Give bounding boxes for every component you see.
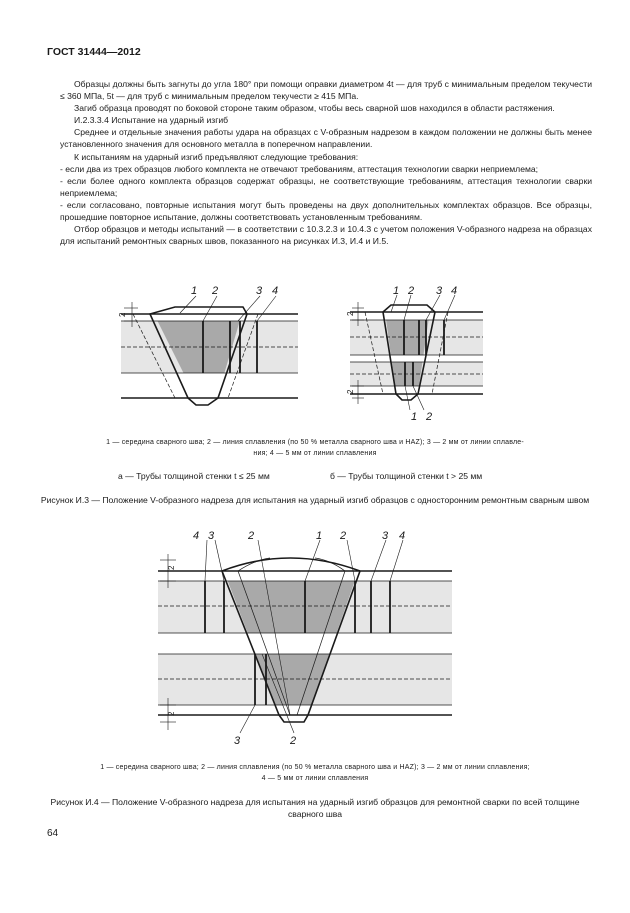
paragraph-sampling: Отбор образцов и методы испытаний — в соответствии с 10.3.2.3 и 10.4.3 с учетом положения V-образного надреза на образцах для испытаний ремонтных сварных швов, показанного на рисунках И.3, И.4 и И.5. bbox=[60, 224, 592, 247]
fig3-sub-b: б — Трубы толщиной стенки t > 25 мм bbox=[330, 471, 483, 481]
requirement-item-3: - если согласовано, повторные испытания могут быть проведены на двух дополнительных комплектах образцов. Все образцы, прошедшие повторное испытание, должны соответствовать установленным требованиям. bbox=[60, 199, 592, 223]
fig4-label-1: 1 bbox=[316, 530, 323, 542]
fig3-legend-line1: 1 — середина сварного шва; 2 — линия сплавления (по 50 % металла сварного шва и HAZ); 3 — 2 мм от линии сплавле- bbox=[106, 439, 524, 446]
fig4-label-3-left: 3 bbox=[208, 530, 215, 542]
paragraph-impact-values: Среднее и отдельные значения работы удара на образцах с V-образным надрезом в каждом положении не должны быть менее установленного значения для основного металла в поперечном направлении. bbox=[60, 127, 592, 150]
fig3b-label-1: 1 bbox=[393, 285, 400, 297]
weld-cap-4 bbox=[222, 558, 360, 571]
fig3a-label-4: 4 bbox=[272, 285, 279, 297]
fig3-legend-line2: ния; 4 — 5 мм от линии сплавления bbox=[253, 450, 377, 457]
fig3a-label-3: 3 bbox=[256, 285, 263, 297]
fig4-label-3-right: 3 bbox=[382, 530, 389, 542]
page-number: 64 bbox=[47, 828, 59, 839]
fig3b-label-2-bottom: 2 bbox=[426, 411, 433, 423]
fig4-caption: Рисунок И.4 — Положение V-образного надреза для испытания на ударный изгиб образцов для ремонтной сварки по всей толщине сварного шва bbox=[50, 797, 580, 819]
fig3b-label-4: 4 bbox=[451, 285, 458, 297]
fig4-dim-label-top: 2 bbox=[167, 565, 176, 570]
fig3-legend bbox=[40, 437, 590, 459]
fig3a-dim-label: 2 bbox=[118, 312, 127, 317]
figure-3b-drawing bbox=[350, 295, 483, 410]
requirement-item-1: - если два из трех образцов любого комплекта не отвечают требованиям, аттестация технологии сварки неприемлема; bbox=[60, 163, 539, 174]
fig4-label-2-left: 2 bbox=[248, 530, 255, 542]
fig3b-label-1-bottom: 1 bbox=[411, 411, 418, 423]
paragraph-bend-side: Загиб образца проводят по боковой стороне таким образом, чтобы весь сварной шов находился в области растяжения. bbox=[74, 103, 555, 114]
section-heading-impact: И.2.3.3.4 Испытание на ударный изгиб bbox=[74, 115, 229, 126]
requirement-item-2: - если более одного комплекта образцов содержат образцы, не соответствующие требованиям, аттестация технологии сварки неприемлема; bbox=[60, 175, 592, 198]
fig3b-dim-label-top: 2 bbox=[346, 311, 355, 316]
fig3-caption: Рисунок И.3 — Положение V-образного надреза для испытания на ударный изгиб образцов с односторонним ремонтным сварным швом bbox=[40, 495, 590, 505]
fig3-sub-a: а — Трубы толщиной стенки t ≤ 25 мм bbox=[118, 471, 270, 481]
fig4-label-3-bottom: 3 bbox=[234, 735, 241, 747]
fig4-label-4-right: 4 bbox=[399, 530, 406, 542]
document-header: ГОСТ 31444—2012 bbox=[47, 46, 141, 58]
fig4-legend bbox=[40, 762, 590, 784]
figure-4-drawing bbox=[158, 540, 452, 733]
fig4-legend-line2: 4 — 5 мм от линии сплавления bbox=[261, 775, 369, 782]
fig4-label-4-left: 4 bbox=[193, 530, 200, 542]
figure-3a-drawing bbox=[121, 296, 298, 405]
fig3a-label-2: 2 bbox=[212, 285, 219, 297]
fig3a-label-1: 1 bbox=[191, 285, 198, 297]
fig4-legend-line1: 1 — середина сварного шва; 2 — линия сплавления (по 50 % металла сварного шва и HAZ); 3 — 2 мм от линии сплавления; bbox=[100, 764, 530, 771]
fig3b-dim-label-bottom: 2 bbox=[346, 389, 355, 394]
fig4-dim-label-bottom: 2 bbox=[167, 711, 176, 716]
paragraph-bend-angle: Образцы должны быть загнуты до угла 180° при помощи оправки диаметром 4t — для труб с минимальным пределом текучести ≤ 360 МПа, 5t — для труб с минимальным пределом текучести ≥ 415 МПа. bbox=[60, 79, 592, 102]
fig4-label-2-bottom: 2 bbox=[290, 735, 297, 747]
paragraph-requirements: К испытаниям на ударный изгиб предъявляют следующие требования: bbox=[74, 151, 359, 162]
fig3b-label-2: 2 bbox=[408, 285, 415, 297]
fig4-label-2-right: 2 bbox=[340, 530, 347, 542]
fig3b-label-3: 3 bbox=[436, 285, 443, 297]
